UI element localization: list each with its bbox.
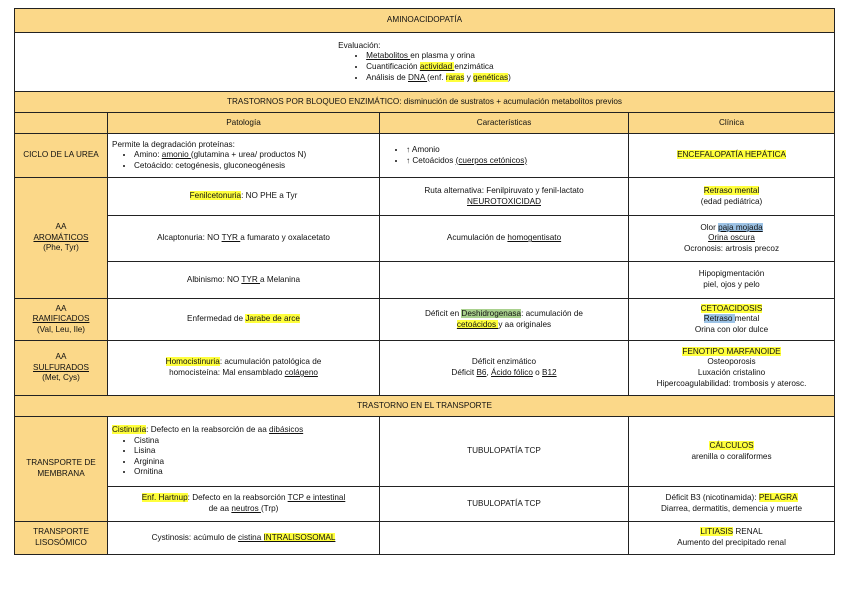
cystinosis-characteristics	[380, 522, 629, 555]
table-row	[15, 417, 835, 487]
table-row	[15, 178, 835, 216]
alcaptonuria-characteristics: Acumulación de homogentisato	[380, 216, 629, 262]
urea-characteristics: • ↑ Amonio • ↑ Cetoácidos (cuerpos cetónicos)	[380, 134, 629, 178]
header-caracteristicas: Características	[380, 113, 629, 134]
table-row	[15, 216, 835, 262]
row-label-urea: CICLO DE LA UREA	[15, 134, 108, 178]
header-patologia: Patología	[108, 113, 380, 134]
albinismo-pathology: Albinismo: NO TYR a Melanina	[108, 262, 380, 299]
cystinosis-clinic: LITIASIS RENAL Aumento del precipitado renal	[629, 522, 835, 555]
evaluation-cell	[15, 33, 835, 92]
fenilcetonuria-pathology: Fenilcetonuria: NO PHE a Tyr	[108, 178, 380, 216]
evaluation-label: Evaluación:	[338, 40, 381, 50]
fenilcetonuria-characteristics: Ruta alternativa: Fenilpiruvato y fenil-lactato NEUROTOXICIDAD	[380, 178, 629, 216]
fenilcetonuria-clinic: Retraso mental (edad pediátrica)	[629, 178, 835, 216]
list-item: • Análisis de DNA (enf. raras y genéticas)	[366, 73, 511, 84]
table-row	[15, 341, 835, 396]
urea-clinic: ENCEFALOPATÍA HEPÁTICA	[629, 134, 835, 178]
albinismo-clinic: Hipopigmentación piel, ojos y pelo	[629, 262, 835, 299]
table-row	[15, 262, 835, 299]
table-row	[15, 134, 835, 178]
table-row	[15, 522, 835, 555]
jarabe-clinic: CETOACIDOSIS Retraso mental Orina con olor dulce	[629, 299, 835, 341]
cystinosis-pathology: Cystinosis: acúmulo de cistina INTRALISOSOMAL	[108, 522, 380, 555]
row-label-aromaticos: AA AROMÁTICOS (Phe, Tyr)	[15, 178, 108, 299]
list-item: • Metabolitos en plasma y orina	[366, 51, 511, 62]
homocistinuria-clinic: FENOTIPO MARFANOIDE Osteoporosis Luxación cristalino Hipercoagulabilidad: trombosis y aterosc.	[629, 341, 835, 396]
cistinuria-characteristics: TUBULOPATÍA TCP	[380, 417, 629, 487]
hartnup-clinic: Déficit B3 (nicotinamida): PELAGRA Diarrea, dermatitis, demencia y muerte	[629, 487, 835, 522]
jarabe-pathology: Enfermedad de Jarabe de arce	[108, 299, 380, 341]
homocistinuria-pathology: Homocistinuria: acumulación patológica de homocisteína: Mal ensamblado colágeno	[108, 341, 380, 396]
section-title: TRASTORNOS POR BLOQUEO ENZIMÁTICO: disminución de sustratos + acumulación metabolitos previos	[15, 92, 835, 113]
urea-pathology: Permite la degradación proteínas: • Amino: amonio (glutamina + urea/ productos N) • Cetoácido: cetogénesis, gluconeogénesis	[108, 134, 380, 178]
aminoacidopathy-table	[14, 8, 835, 555]
alcaptonuria-clinic: Olor paja mojada Orina oscura Ocronosis: artrosis precoz	[629, 216, 835, 262]
row-label-membrana: TRANSPORTE DE MEMBRANA	[15, 417, 108, 522]
evaluation-list	[338, 51, 511, 83]
column-header-row	[15, 113, 835, 134]
title-row	[15, 9, 835, 33]
cistinuria-clinic: CÁLCULOS arenilla o coraliformes	[629, 417, 835, 487]
row-label-lisosomico: TRANSPORTE LISOSÓMICO	[15, 522, 108, 555]
empty-header	[15, 113, 108, 134]
table-title: AMINOACIDOPATÍA	[15, 9, 835, 33]
hartnup-pathology: Enf. Hartnup: Defecto en la reabsorción TCP e intestinal de aa neutros (Trp)	[108, 487, 380, 522]
jarabe-characteristics: Déficit en Deshidrogenasa: acumulación de cetoácidos y aa originales	[380, 299, 629, 341]
alcaptonuria-pathology: Alcaptonuria: NO TYR a fumarato y oxalacetato	[108, 216, 380, 262]
table-row	[15, 487, 835, 522]
header-clinica: Clínica	[629, 113, 835, 134]
albinismo-characteristics	[380, 262, 629, 299]
row-label-ramificados: AA RAMIFICADOS (Val, Leu, Ile)	[15, 299, 108, 341]
evaluation-row	[15, 33, 835, 92]
list-item: • Cuantificación actividad enzimática	[366, 62, 511, 73]
hartnup-characteristics: TUBULOPATÍA TCP	[380, 487, 629, 522]
cistinuria-pathology: Cistinuria: Defecto en la reabsorción de aa dibásicos • Cistina • Lisina • Arginina • Ornitina	[108, 417, 380, 487]
section-transport-row	[15, 396, 835, 417]
section-title: TRASTORNO EN EL TRANSPORTE	[15, 396, 835, 417]
row-label-sulfurados: AA SULFURADOS (Met, Cys)	[15, 341, 108, 396]
table-row	[15, 299, 835, 341]
homocistinuria-characteristics: Déficit enzimático Déficit B6, Ácido fólico o B12	[380, 341, 629, 396]
section-blocking-row	[15, 92, 835, 113]
